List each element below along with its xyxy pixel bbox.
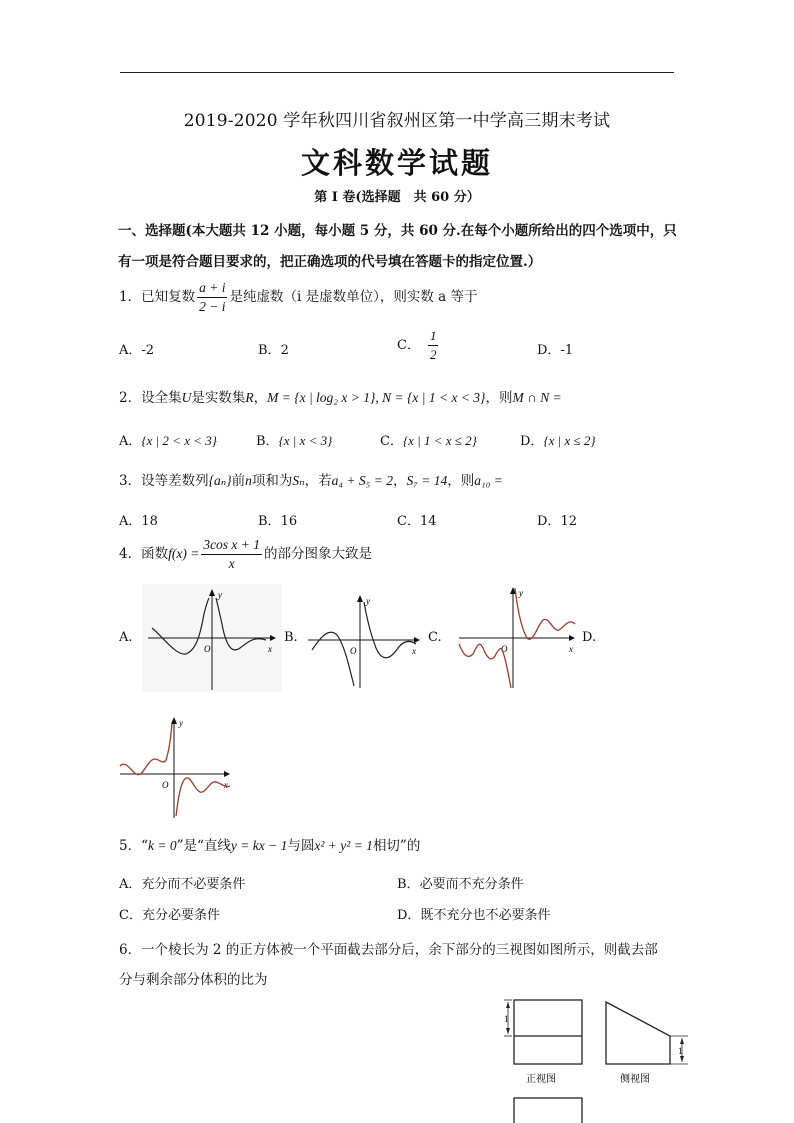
option-label: D． (537, 343, 561, 358)
q3-number: 3． (119, 473, 142, 489)
q2-sets: M = {x | log₂ x > 1}, N = {x | 1 < x < 3} (267, 390, 486, 405)
x-axis-label: x (412, 646, 416, 656)
q2-number: 2． (119, 390, 142, 406)
top-view-box (514, 1098, 582, 1123)
q5-condition: k = 0 (148, 838, 177, 853)
three-view-diagram (496, 992, 702, 1123)
q2-text: ，则 (485, 390, 513, 406)
x-axis-arrow (224, 771, 230, 777)
option-value: {x | 1 < x ≤ 2} (402, 433, 477, 448)
q3-text: 设等差数列 (141, 473, 209, 489)
option-value: -1 (560, 343, 574, 358)
side-dimension-arrow (680, 1038, 684, 1044)
y-axis-label: y (519, 588, 523, 598)
graph-d-curve-right (176, 778, 230, 816)
option-value: 16 (280, 514, 298, 529)
q5-option-b (397, 873, 524, 892)
section-line-2: 有一项是符合题目要求的，把正确选项的代号填在答题卡的指定位置.） (118, 254, 542, 270)
origin-label: O (350, 646, 357, 656)
front-dimension-arrow (506, 1028, 510, 1034)
graph-c-curve-right (515, 588, 575, 639)
option-label: A． (119, 434, 142, 449)
x-axis-arrow (569, 635, 575, 641)
option-value: {x | 2 < x < 3} (141, 433, 217, 448)
volume-heading: 第 I 卷(选择题 共 60 分） (314, 190, 480, 205)
q2-option-b (256, 430, 332, 449)
question-2 (119, 388, 562, 408)
q3-option-a (119, 510, 158, 529)
q1-option-c-fraction (428, 327, 439, 364)
y-axis-label: y (179, 718, 183, 728)
q3-math: {aₙ} (208, 473, 232, 488)
frac-num: 3cos x + 1 (201, 536, 262, 555)
q2-math: U (181, 390, 192, 405)
q3-text: ， (392, 473, 407, 489)
option-value: -2 (141, 343, 155, 358)
graph-label-a: A. (119, 630, 133, 645)
y-axis-label: y (218, 590, 222, 600)
q2-text: 设全集 (141, 390, 182, 406)
side-dimension-label: 1 (678, 1046, 683, 1056)
q3-target: a₁₀ = (474, 473, 503, 488)
option-label: C． (397, 514, 420, 529)
side-dimension-arrow (680, 1056, 684, 1062)
option-label: B． (256, 434, 279, 449)
graph-a (142, 584, 282, 692)
option-value: 14 (419, 514, 437, 529)
header-rule (120, 72, 674, 73)
q3-condition-2: S₇ = 14 (406, 473, 448, 488)
exam-subtitle: 2019-2020 学年秋四川省叙州区第一中学高三期末考试 (183, 111, 611, 131)
q3-condition-1: a₄ + S₅ = 2 (331, 473, 393, 488)
option-value: {x | x < 3} (278, 433, 333, 448)
q3-text: ，若 (304, 473, 332, 489)
frac-den: x (228, 556, 235, 571)
q2-text: ， (253, 390, 268, 406)
x-axis-label: x (224, 780, 228, 790)
front-view-box (514, 1000, 582, 1064)
y-axis-label: y (366, 596, 370, 606)
option-value: {x | x ≤ 2} (543, 433, 596, 448)
q2-expression: M ∩ N = (512, 390, 562, 405)
q4-function: f(x) = (168, 546, 200, 561)
option-label: C． (119, 908, 142, 923)
option-label: D． (520, 434, 544, 449)
q5-line-equation: y = kx − 1 (230, 838, 288, 853)
q4-number: 4． (119, 546, 142, 562)
section-instructions (118, 216, 678, 278)
q5-option-a (119, 873, 245, 892)
q2-option-c (380, 430, 477, 449)
question-1 (119, 279, 477, 316)
front-dimension-label: 1 (504, 1014, 509, 1024)
question-3 (119, 471, 503, 491)
q3-text: 项和为 (251, 473, 293, 489)
exam-title: 文科数学试题 (300, 146, 493, 180)
q1-frac-num: a + i (197, 279, 227, 298)
question-4 (119, 536, 372, 573)
side-view-shape (606, 1002, 670, 1064)
q1-option-a (119, 339, 154, 358)
q5-number: 5． (119, 838, 142, 854)
q2-text: 是实数集 (191, 390, 246, 406)
option-label: B． (397, 877, 420, 892)
q1-fraction (197, 279, 227, 316)
front-view-label: 正视图 (526, 1074, 556, 1085)
q5-text: ”是“直线 (176, 838, 231, 854)
graph-c (455, 582, 579, 690)
origin-label: O (501, 644, 508, 654)
origin-label: O (204, 644, 211, 654)
graph-b-curve-right (364, 602, 416, 658)
q1-frac-den: 2 − i (199, 299, 226, 314)
q1-option-b (258, 339, 289, 358)
q5-text: “ (141, 838, 148, 854)
option-label: C． (397, 338, 420, 353)
origin-label: O (162, 780, 169, 790)
option-value: 2 (280, 343, 289, 358)
option-label: A． (119, 877, 142, 892)
q3-option-c (397, 510, 437, 529)
q6-line-2: 分与剩余部分体积的比为 (119, 972, 268, 988)
q5-circle-equation: x² + y² = 1 (314, 838, 373, 853)
option-value: 必要而不充分条件 (419, 877, 524, 892)
x-axis-label: x (268, 644, 272, 654)
graph-label-d: D. (582, 630, 597, 645)
q5-option-c (119, 904, 220, 923)
graph-label-c: C. (428, 630, 442, 645)
front-dimension-arrow (506, 1002, 510, 1008)
q4-text: 的部分图象大致是 (264, 546, 373, 562)
frac-num: 1 (428, 327, 439, 346)
option-value: 12 (560, 514, 577, 529)
graph-b (304, 590, 424, 690)
q5-text: 与圆 (287, 838, 315, 854)
graph-d-curve-left (120, 724, 172, 775)
q3-option-b (258, 510, 297, 529)
q1-option-c (397, 327, 440, 364)
q1-prefix: 已知复数 (141, 289, 196, 305)
q3-math: n (245, 473, 252, 488)
option-label: D． (397, 908, 421, 923)
graph-d (118, 708, 236, 820)
q1-option-d (537, 339, 573, 358)
option-label: A． (119, 514, 142, 529)
option-label: B． (258, 343, 281, 358)
q3-option-d (537, 510, 577, 529)
question-6 (119, 935, 679, 995)
option-value: 既不充分也不必要条件 (420, 908, 551, 923)
section-line-1: 一、选择题(本大题共 12 小题，每小题 5 分，共 60 分.在每个小题所给出的四个选项中，只 (118, 223, 677, 239)
option-label: C． (380, 434, 403, 449)
option-value: 充分而不必要条件 (141, 877, 246, 892)
y-axis-arrow (171, 717, 177, 724)
q1-suffix: 是纯虚数（i 是虚数单位），则实数 a 等于 (229, 289, 478, 305)
q1-number: 1． (119, 289, 142, 305)
q2-math: R (245, 390, 254, 405)
q5-text: 相切”的 (372, 838, 421, 854)
q5-option-d (397, 904, 550, 923)
option-label: B． (258, 514, 281, 529)
x-axis-arrow (414, 637, 420, 643)
side-view-label: 侧视图 (620, 1074, 650, 1085)
q3-text: 前 (231, 473, 246, 489)
option-value: 充分必要条件 (141, 908, 220, 923)
q4-fraction (201, 536, 262, 573)
q6-line-1: 6．一个棱长为 2 的正方体被一个平面截去部分后，余下部分的三视图如图所示，则截去部 (119, 942, 658, 958)
q2-option-d (520, 430, 596, 449)
option-value: 18 (141, 514, 158, 529)
y-axis-arrow (357, 595, 363, 602)
option-label: D． (537, 514, 561, 529)
question-5 (119, 836, 420, 856)
option-label: A． (119, 343, 142, 358)
frac-den: 2 (429, 347, 437, 362)
q3-text: ，则 (447, 473, 475, 489)
q2-option-a (119, 430, 217, 449)
q3-math: Sₙ (292, 473, 305, 488)
graph-label-b: B. (284, 630, 298, 645)
q4-text: 函数 (141, 546, 169, 562)
x-axis-label: x (569, 644, 573, 654)
